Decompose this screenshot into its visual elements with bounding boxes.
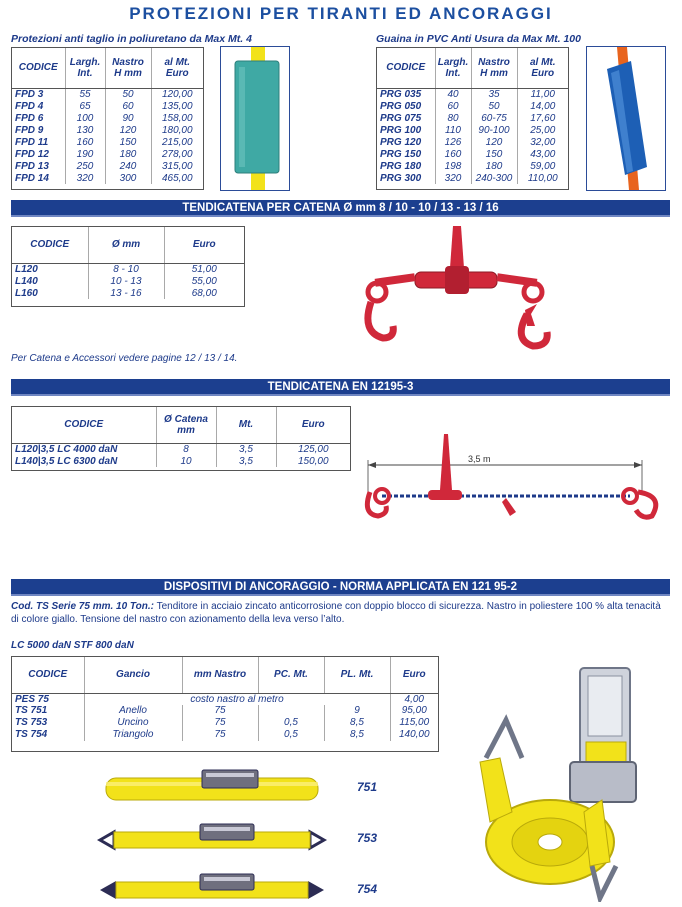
- row-cell: 320: [65, 172, 105, 184]
- dispositivi-description-text: Tenditore in acciaio zincato anticorrosione con doppio blocco di sicurezza. Nastro in poliestere 100 % alta tenacità di colore giallo. Tensione del nastro con azionamento della leva verso l’alto.: [11, 601, 661, 625]
- row-code: PRG 075: [377, 112, 435, 124]
- strap-751-image: [100, 764, 325, 806]
- row-cell: 100: [65, 112, 105, 124]
- ratchet-strap-roll-image: [470, 662, 670, 902]
- section-band-tendicatena-catena: TENDICATENA PER CATENA Ø mm 8 / 10 - 10 / 13 - 13 / 16: [11, 200, 670, 217]
- table-row: [12, 148, 203, 160]
- row-code: PRG 300: [377, 172, 435, 184]
- row-code: L140|3,5 LC 6300 daN: [12, 455, 156, 467]
- fpd-table-box: [11, 47, 204, 190]
- table-row: [377, 172, 568, 184]
- table-row: [377, 88, 568, 100]
- row-cell: 10: [156, 455, 216, 467]
- row-code: PRG 180: [377, 160, 435, 172]
- row-code: FPD 3: [12, 88, 65, 100]
- page-title: PROTEZIONI PER TIRANTI ED ANCORAGGI: [129, 4, 553, 23]
- row-code: TS 753: [12, 717, 84, 729]
- row-cell: 115,00: [399, 717, 430, 728]
- table-row: [377, 112, 568, 124]
- disp-col-pc: PC. Mt.: [258, 657, 324, 693]
- table-row: [12, 263, 244, 275]
- row-cell: 320: [435, 172, 471, 184]
- row-cell: 35: [471, 88, 517, 100]
- row-cell: 140,00: [398, 729, 430, 740]
- fpd-protector-image: [221, 47, 289, 190]
- en-table: [12, 407, 350, 467]
- row-cell: [258, 705, 324, 717]
- row-cell: 9: [324, 705, 390, 717]
- table-row: [377, 136, 568, 148]
- row-cell: 68,00: [191, 287, 217, 299]
- table-row: [12, 112, 203, 124]
- row-cell: 50: [105, 88, 151, 100]
- row-cell: 65: [65, 100, 105, 112]
- pes-euro: 4,00: [404, 693, 424, 705]
- table-row: [12, 717, 438, 729]
- dispositivi-table: [12, 657, 438, 741]
- row-cell: 190: [65, 148, 105, 160]
- row-cell: 240-300: [471, 172, 517, 184]
- prg-sleeve-image: [587, 47, 665, 190]
- dispositivi-description: [11, 600, 671, 626]
- table-row: [377, 160, 568, 172]
- fpd-photo: [220, 46, 290, 191]
- row-cell: 160: [435, 148, 471, 160]
- ratchet-binder-image: [355, 222, 555, 357]
- row-code: FPD 14: [12, 172, 65, 184]
- prg-col-codice: CODICE: [377, 48, 435, 88]
- strap-label-753: 753: [357, 831, 378, 845]
- row-cell: 75: [182, 729, 258, 741]
- row-cell: 315,00: [161, 160, 193, 172]
- row-cell: 8,5: [324, 717, 390, 729]
- dispositivi-description-bold: Cod. TS Serie 75 mm. 10 Ton.:: [11, 601, 154, 612]
- row-cell: 0,5: [258, 729, 324, 741]
- row-cell: 198: [435, 160, 471, 172]
- disp-col-gancio: Gancio: [84, 657, 182, 693]
- row-cell: 75: [182, 717, 258, 729]
- prg-subtitle: Guaina in PVC Anti Usura da Max Mt. 100: [376, 33, 581, 45]
- row-cell: 180,00: [161, 124, 193, 136]
- row-cell: 120: [471, 136, 517, 148]
- row-cell: 40: [435, 88, 471, 100]
- row-cell: 8 - 10: [88, 263, 164, 275]
- section-band-dispositivi: DISPOSITIVI DI ANCORAGGIO - NORMA APPLICATA EN 121 95-2: [11, 579, 670, 596]
- strap-label-751: 751: [357, 780, 378, 794]
- row-cell: 110: [435, 124, 471, 136]
- row-cell: 60-75: [471, 112, 517, 124]
- row-cell: 80: [435, 112, 471, 124]
- row-cell: 278,00: [161, 148, 193, 160]
- row-cell: 32,00: [530, 136, 556, 148]
- en-col-mt: Mt.: [216, 407, 276, 443]
- row-code: PRG 050: [377, 100, 435, 112]
- row-code: PRG 035: [377, 88, 435, 100]
- row-cell: 150,00: [297, 455, 329, 467]
- row-cell: 75: [182, 705, 258, 717]
- row-code: FPD 13: [12, 160, 65, 172]
- row-cell: 14,00: [530, 100, 556, 112]
- catena-table-box: [11, 226, 245, 307]
- row-cell: 250: [65, 160, 105, 172]
- row-code: FPD 9: [12, 124, 65, 136]
- table-row: [12, 443, 350, 455]
- disp-col-codice: CODICE: [12, 657, 84, 693]
- fpd-col-largh: Largh. Int.: [65, 48, 105, 88]
- table-row: [12, 275, 244, 287]
- table-row: [12, 136, 203, 148]
- row-cell: 135,00: [161, 100, 193, 112]
- catena-col-diam: Ø mm: [88, 227, 164, 263]
- row-code: FPD 12: [12, 148, 65, 160]
- en-col-catena: Ø Catena mm: [156, 407, 216, 443]
- table-row: [12, 124, 203, 136]
- row-code: TS 754: [12, 729, 84, 741]
- row-cell: 8,5: [324, 729, 390, 741]
- row-cell: 110,00: [527, 172, 558, 184]
- row-cell: 240: [105, 160, 151, 172]
- fpd-col-euro: al Mt. Euro: [151, 48, 203, 88]
- row-code: PRG 150: [377, 148, 435, 160]
- row-cell: 43,00: [530, 148, 556, 160]
- prg-table-box: [376, 47, 569, 190]
- row-cell: 180: [105, 148, 151, 160]
- table-row: [12, 160, 203, 172]
- row-cell: 158,00: [161, 112, 193, 124]
- fpd-subtitle: Protezioni anti taglio in poliuretano da Max Mt. 4: [11, 33, 252, 45]
- row-code: L160: [12, 287, 88, 299]
- table-row: [12, 88, 203, 100]
- row-cell: 120: [105, 124, 151, 136]
- row-cell: 55,00: [191, 275, 217, 287]
- catena-col-euro: Euro: [164, 227, 244, 263]
- en-col-euro: Euro: [276, 407, 350, 443]
- row-cell: 0,5: [258, 717, 324, 729]
- pes-code: PES 75: [12, 693, 84, 705]
- row-cell: 51,00: [191, 263, 217, 275]
- table-row: [12, 705, 438, 717]
- row-cell: Uncino: [84, 717, 182, 729]
- row-cell: 180: [471, 160, 517, 172]
- dispositivi-table-box: [11, 656, 439, 752]
- row-cell: 150: [471, 148, 517, 160]
- catena-col-codice: CODICE: [12, 227, 88, 263]
- row-cell: 95,00: [401, 705, 427, 716]
- row-cell: 8: [156, 443, 216, 455]
- table-row: [12, 729, 438, 741]
- row-cell: 130: [65, 124, 105, 136]
- table-row: [377, 148, 568, 160]
- row-code: FPD 11: [12, 136, 65, 148]
- row-cell: 55: [65, 88, 105, 100]
- row-cell: 150: [105, 136, 151, 148]
- row-cell: 3,5: [216, 443, 276, 455]
- prg-photo: [586, 46, 666, 191]
- fpd-table: [12, 48, 203, 184]
- section-band-tendicatena-en: TENDICATENA EN 12195-3: [11, 379, 670, 396]
- chain-assembly-image: [360, 432, 670, 527]
- strap-label-754: 754: [357, 882, 378, 896]
- row-cell: 90-100: [471, 124, 517, 136]
- catena-table: [12, 227, 244, 299]
- row-cell: 3,5: [216, 455, 276, 467]
- row-cell: 13 - 16: [88, 287, 164, 299]
- prg-col-nastro: Nastro H mm: [471, 48, 517, 88]
- en-table-box: [11, 406, 351, 471]
- row-cell: 215,00: [161, 136, 193, 148]
- table-row: [12, 693, 438, 705]
- row-code: TS 751: [12, 705, 84, 717]
- dispositivi-spec: LC 5000 daN STF 800 daN: [11, 640, 134, 651]
- disp-col-euro: Euro: [390, 657, 438, 693]
- table-row: [12, 287, 244, 299]
- table-row: [377, 124, 568, 136]
- row-cell: 300: [105, 172, 151, 184]
- catena-note: Per Catena e Accessori vedere pagine 12 / 13 / 14.: [11, 353, 238, 364]
- row-cell: 11,00: [530, 88, 555, 100]
- row-code: L140: [12, 275, 88, 287]
- row-cell: 60: [105, 100, 151, 112]
- dimension-label: 3,5 m: [468, 454, 491, 464]
- row-code: FPD 6: [12, 112, 65, 124]
- row-cell: 25,00: [530, 124, 556, 136]
- prg-table: [377, 48, 568, 184]
- table-row: [12, 455, 350, 467]
- row-code: PRG 100: [377, 124, 435, 136]
- row-cell: 125,00: [297, 443, 329, 455]
- strap-754-image: [96, 870, 328, 907]
- row-cell: 120,00: [161, 88, 193, 100]
- table-row: [12, 100, 203, 112]
- table-row: [12, 172, 203, 184]
- row-cell: 90: [105, 112, 151, 124]
- row-cell: 465,00: [161, 172, 193, 184]
- fpd-col-codice: CODICE: [12, 48, 65, 88]
- row-cell: 17,60: [530, 112, 556, 124]
- table-row: [377, 100, 568, 112]
- row-cell: 50: [471, 100, 517, 112]
- row-cell: 59,00: [530, 160, 556, 172]
- row-cell: 126: [435, 136, 471, 148]
- row-code: L120|3,5 LC 4000 daN: [12, 443, 156, 455]
- disp-col-pl: PL. Mt.: [324, 657, 390, 693]
- prg-col-largh: Largh. Int.: [435, 48, 471, 88]
- fpd-col-nastro: Nastro H mm: [105, 48, 151, 88]
- row-cell: Triangolo: [84, 729, 182, 741]
- row-cell: Anello: [84, 705, 182, 717]
- pes-text: costo nastro al metro: [84, 693, 390, 705]
- row-cell: 160: [65, 136, 105, 148]
- prg-col-euro: al Mt. Euro: [517, 48, 568, 88]
- row-code: L120: [12, 263, 88, 275]
- row-cell: 60: [435, 100, 471, 112]
- row-cell: 10 - 13: [88, 275, 164, 287]
- row-code: PRG 120: [377, 136, 435, 148]
- strap-753-image: [96, 818, 328, 858]
- disp-col-nastro: mm Nastro: [182, 657, 258, 693]
- row-code: FPD 4: [12, 100, 65, 112]
- en-col-codice: CODICE: [12, 407, 156, 443]
